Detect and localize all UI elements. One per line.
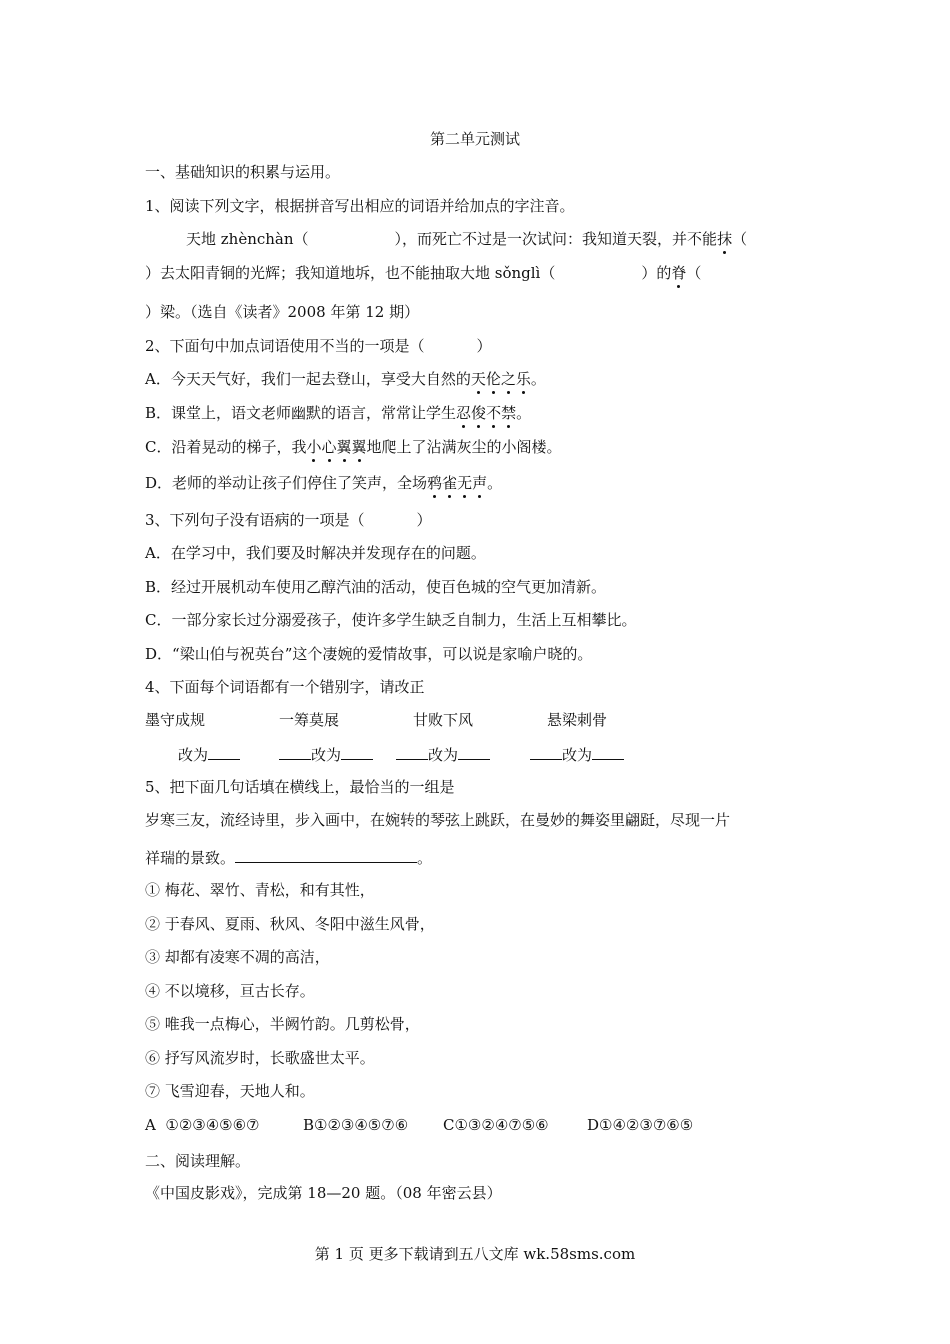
q4-word-2: 一筹莫展 <box>279 711 340 729</box>
answer-line[interactable] <box>341 744 373 760</box>
option-text: 。 <box>487 474 503 492</box>
dotted-char: 之 <box>500 370 516 388</box>
answer-line[interactable] <box>235 847 417 863</box>
question-1-line-2 <box>145 263 701 283</box>
q1-text-b: ），而死亡不过是一次试问：我知道天裂，并不能 <box>394 230 718 248</box>
q4-correction-1 <box>178 744 240 765</box>
question-2-option-a <box>145 369 546 389</box>
answer-line[interactable] <box>530 744 562 760</box>
answer-line[interactable] <box>592 744 624 760</box>
question-3-option-c: C．一部分家长过分溺爱孩子，使许多学生缺乏自制力，生活上互相攀比。 <box>145 611 637 629</box>
option-text: 地爬上了沾满灰尘的小阁楼。 <box>366 438 562 456</box>
q5-item-6: ⑥ 抒写风流岁时，长歌盛世太平。 <box>145 1049 375 1067</box>
passage-text: 。 <box>417 849 433 867</box>
q5-passage-line-2 <box>145 847 432 868</box>
question-5-stem: 5、把下面几句话填在横线上，最恰当的一组是 <box>145 778 455 796</box>
dotted-char: 禁 <box>501 404 517 422</box>
q5-option-d: D①④②③⑦⑥⑤ <box>587 1116 694 1134</box>
question-2-option-c <box>145 437 562 457</box>
q5-item-1: ① 梅花、翠竹、青松，和有其性， <box>145 881 375 899</box>
dotted-char: 俊 <box>471 404 487 422</box>
q3-stem-end: ） <box>416 511 432 529</box>
change-label: 改为 <box>178 746 209 764</box>
question-3-stem <box>145 510 432 530</box>
dotted-char: 乐 <box>515 370 531 388</box>
q4-word-1: 墨守成规 <box>145 711 206 729</box>
section-heading-2: 二、阅读理解。 <box>145 1152 251 1170</box>
q5-item-3: ③ 却都有凌寒不凋的高洁， <box>145 948 330 966</box>
question-2-option-d <box>145 473 502 493</box>
q5-passage-line-1: 岁寒三友，流经诗里，步入画中，在婉转的琴弦上跳跃，在曼妙的舞姿里翩跹，尽现一片 <box>145 811 731 829</box>
option-text: A．今天天气好，我们一起去登山，享受大自然的 <box>145 370 471 388</box>
dotted-phrase <box>456 404 516 422</box>
option-text: 。 <box>530 370 546 388</box>
q5-item-5: ⑤ 唯我一点梅心，半阙竹韵。几剪松骨， <box>145 1015 420 1033</box>
question-2-option-b <box>145 403 531 423</box>
question-1-line-3: ）梁。（选自《读者》2008 年第 12 期） <box>145 303 420 321</box>
q4-correction-3 <box>396 744 490 765</box>
answer-line[interactable] <box>458 744 490 760</box>
question-2-stem <box>145 336 492 356</box>
dotted-char: 鸦 <box>427 474 443 492</box>
dotted-phrase <box>471 370 531 388</box>
dotted-char: 翼 <box>336 438 352 456</box>
dotted-char: 不 <box>486 404 502 422</box>
question-1-stem: 1、阅读下列文字，根据拼音写出相应的词语并给加点的字注音。 <box>145 197 575 215</box>
q5-option-a: A ①②③④⑤⑥⑦ <box>145 1116 260 1134</box>
q1-text-f: （ <box>686 264 702 282</box>
dotted-phrase <box>427 474 487 492</box>
q5-option-b: B①②③④⑤⑦⑥ <box>303 1116 409 1134</box>
dotted-char: 雀 <box>442 474 458 492</box>
dotted-char: 脊 <box>671 264 687 282</box>
option-text: D．老师的举动让孩子们停住了笑声，全场 <box>145 474 428 492</box>
page-title: 第二单元测试 <box>429 130 520 148</box>
q5-item-7: ⑦ 飞雪迎春，天地人和。 <box>145 1082 315 1100</box>
change-label: 改为 <box>562 746 593 764</box>
option-text: 。 <box>516 404 532 422</box>
q4-correction-2 <box>279 744 373 765</box>
question-3-option-d: D．“梁山伯与祝英台”这个凄婉的爱情故事，可以说是家喻户晓的。 <box>145 645 593 663</box>
q5-option-c: C①③②④⑦⑤⑥ <box>443 1116 549 1134</box>
change-label: 改为 <box>428 746 459 764</box>
q4-correction-4 <box>530 744 624 765</box>
dotted-char: 翼 <box>351 438 367 456</box>
dotted-char: 小 <box>306 438 322 456</box>
answer-line[interactable] <box>208 744 240 760</box>
q5-item-4: ④ 不以境移，亘古长存。 <box>145 982 315 1000</box>
question-3-option-b: B．经过开展机动车使用乙醇汽油的活动，使百色城的空气更加清新。 <box>145 578 607 596</box>
q1-text-a: 天地 zhènchàn（ <box>186 230 309 248</box>
question-3-option-a: A．在学习中，我们要及时解决并发现存在的问题。 <box>145 544 486 562</box>
q2-stem-text: 2、下面句中加点词语使用不当的一项是（ <box>145 337 425 355</box>
option-text: C．沿着晃动的梯子，我 <box>145 438 307 456</box>
answer-line[interactable] <box>279 744 311 760</box>
q4-word-4: 悬梁刺骨 <box>547 711 608 729</box>
dotted-char: 心 <box>321 438 337 456</box>
dotted-char: 天 <box>470 370 486 388</box>
q1-text-e: ）的 <box>641 264 672 282</box>
answer-line[interactable] <box>396 744 428 760</box>
q1-text-d: ）去太阳青铜的光辉；我知道地坼，也不能抽取大地 sǒnglì（ <box>145 264 556 282</box>
dotted-char: 抹 <box>717 230 733 248</box>
section-heading-1: 一、基础知识的积累与运用。 <box>145 163 341 181</box>
option-text: B．课堂上，语文老师幽默的语言，常常让学生 <box>145 404 457 422</box>
page-footer: 第 1 页 更多下载请到五八文库 wk.58sms.com <box>314 1245 636 1263</box>
reading-title: 《中国皮影戏》，完成第 18—20 题。（08 年密云县） <box>145 1184 502 1202</box>
q5-item-2: ② 于春风、夏雨、秋风、冬阳中滋生风骨， <box>145 915 435 933</box>
dotted-phrase <box>306 438 366 456</box>
dotted-char: 无 <box>457 474 473 492</box>
change-label: 改为 <box>311 746 342 764</box>
passage-text: 祥瑞的景致。 <box>145 849 236 867</box>
question-1-line-1 <box>186 229 747 249</box>
dotted-char: 伦 <box>485 370 501 388</box>
q4-word-3: 甘败下风 <box>413 711 474 729</box>
dotted-char: 声 <box>472 474 488 492</box>
dotted-char: 忍 <box>456 404 472 422</box>
q2-stem-end: ） <box>476 337 492 355</box>
q3-stem-text: 3、下列句子没有语病的一项是（ <box>145 511 365 529</box>
question-4-stem: 4、下面每个词语都有一个错别字，请改正 <box>145 678 425 696</box>
q1-text-c: （ <box>732 230 748 248</box>
